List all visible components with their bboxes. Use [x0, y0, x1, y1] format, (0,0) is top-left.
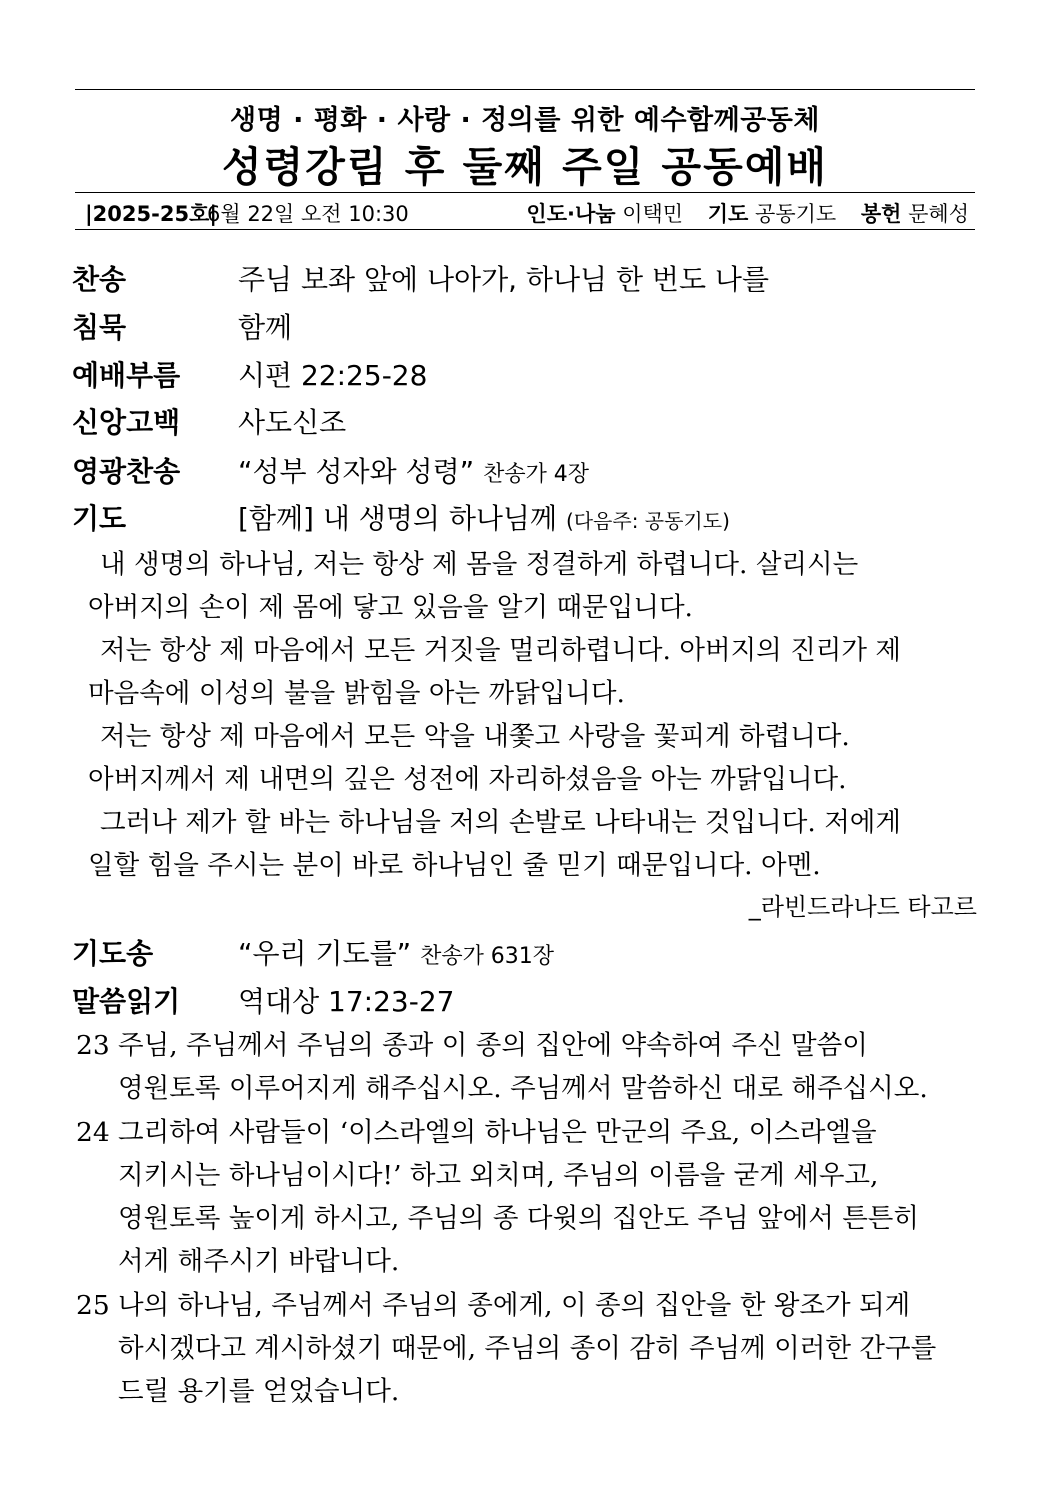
- verse-line: 하시겠다고 계시하셨기 때문에, 주님의 종이 감히 주님께 이러한 간구를: [118, 1333, 937, 1364]
- service-datetime: 6월 22일 오전 10:30: [207, 202, 409, 226]
- prayer-line: 일할 힘을 주시는 분이 바로 하나님인 줄 믿기 때문입니다. 아멘.: [88, 850, 821, 881]
- verse-line: 나의 하나님, 주님께서 주님의 종에게, 이 종의 집안을 한 왕조가 되게: [118, 1290, 911, 1321]
- prayer-song-hymn-number: 찬송가 631장: [420, 944, 555, 969]
- organization-name: 생명 · 평화 · 사랑 · 정의를 위한 예수함께공동체: [230, 105, 820, 136]
- role-value-offering: 문혜성: [908, 202, 969, 226]
- verse-text: [118, 1111, 919, 1283]
- issue-number: |2025-25호|: [85, 202, 218, 226]
- verse-line: 영원토록 높이게 하시고, 주님의 종 다윗의 집안도 주님 앞에서 튼튼히: [118, 1203, 920, 1234]
- order-value: [238, 450, 589, 490]
- order-value: 역대상 17:23-27: [238, 985, 455, 1018]
- prayer-line: 아버지께서 제 내면의 깊은 성전에 자리하셨음을 아는 까닭입니다.: [88, 764, 847, 795]
- prayer-line: 아버지의 손이 제 몸에 닿고 있음을 알기 때문입니다.: [88, 592, 693, 623]
- verse-number: 24: [76, 1117, 110, 1148]
- order-label: 신앙고백: [72, 406, 181, 439]
- info-bottom-rule: [75, 229, 975, 230]
- order-label: 말씀읽기: [72, 985, 181, 1018]
- verse-line: 영원토록 이루어지게 해주십시오. 주님께서 말씀하신 대로 해주십시오.: [118, 1073, 928, 1104]
- verse-line: 그리하여 사람들이 ‘이스라엘의 하나님은 만군의 주요, 이스라엘을: [118, 1117, 877, 1148]
- prayer-line: 마음속에 이성의 불을 밝힘을 아는 까닭입니다.: [88, 678, 625, 709]
- prayer-song-title: “우리 기도를”: [238, 937, 412, 970]
- role-value-prayer: 공동기도: [755, 202, 837, 226]
- prayer-author: _라빈드라나드 타고르: [748, 893, 977, 921]
- verse-line: 주님, 주님께서 주님의 종과 이 종의 집안에 약속하여 주신 말씀이: [118, 1030, 868, 1061]
- prayer-line: 그러나 제가 할 바는 하나님을 저의 손발로 나타내는 것입니다. 저에게: [100, 807, 902, 838]
- order-value: 주님 보좌 앞에 나아가, 하나님 한 번도 나를: [238, 263, 770, 296]
- gloria-title: “성부 성자와 성령”: [238, 455, 475, 488]
- order-value: 함께: [238, 311, 293, 344]
- verse-line: 지키시는 하나님이시다!’ 하고 외치며, 주님의 이름을 굳게 세우고,: [118, 1160, 879, 1191]
- verse-number: 23: [76, 1030, 110, 1061]
- verse-25: [76, 1284, 976, 1413]
- role-label-prayer: 기도: [707, 202, 749, 226]
- verse-number: 25: [76, 1290, 110, 1321]
- order-label: 찬송: [72, 263, 127, 296]
- prayer-title: [함께] 내 생명의 하나님께: [238, 502, 558, 535]
- order-label: 침묵: [72, 311, 127, 344]
- verse-24: [76, 1111, 976, 1283]
- gloria-hymn-number: 찬송가 4장: [483, 462, 590, 487]
- order-value: [238, 932, 554, 972]
- role-value-leader: 이택민: [622, 202, 684, 226]
- verse-23: [76, 1024, 976, 1110]
- service-info-bar: [75, 196, 975, 226]
- verse-line: 서게 해주시기 바랍니다.: [118, 1246, 400, 1277]
- order-value: 사도신조: [238, 406, 347, 439]
- role-label-leader: 인도·나눔: [526, 202, 616, 226]
- role-label-offering: 봉헌: [860, 202, 902, 226]
- verse-text: [118, 1284, 936, 1413]
- order-label: 기도: [72, 502, 127, 535]
- verse-text: [118, 1024, 928, 1110]
- info-top-rule: [75, 192, 975, 193]
- prayer-line: 저는 항상 제 마음에서 모든 거짓을 멀리하렵니다. 아버지의 진리가 제: [100, 635, 902, 666]
- order-value: [238, 497, 730, 537]
- prayer-text: [88, 543, 978, 887]
- prayer-line: 내 생명의 하나님, 저는 항상 제 몸을 정결하게 하렵니다. 살리시는: [100, 549, 859, 580]
- order-label: 기도송: [72, 937, 154, 970]
- order-label: 예배부름: [72, 359, 181, 392]
- prayer-next-week-note: (다음주: 공동기도): [565, 509, 730, 533]
- verse-line: 드릴 용기를 얻었습니다.: [118, 1376, 400, 1407]
- service-roles: [526, 198, 969, 228]
- order-label: 영광찬송: [72, 455, 181, 488]
- prayer-line: 저는 항상 제 마음에서 모든 악을 내쫓고 사랑을 꽃피게 하렵니다.: [100, 721, 850, 752]
- top-rule: [75, 89, 975, 90]
- order-value: 시편 22:25-28: [238, 359, 428, 392]
- scripture-verses: [76, 1024, 976, 1414]
- service-title: 성령강림 후 둘째 주일 공동예배: [222, 143, 828, 191]
